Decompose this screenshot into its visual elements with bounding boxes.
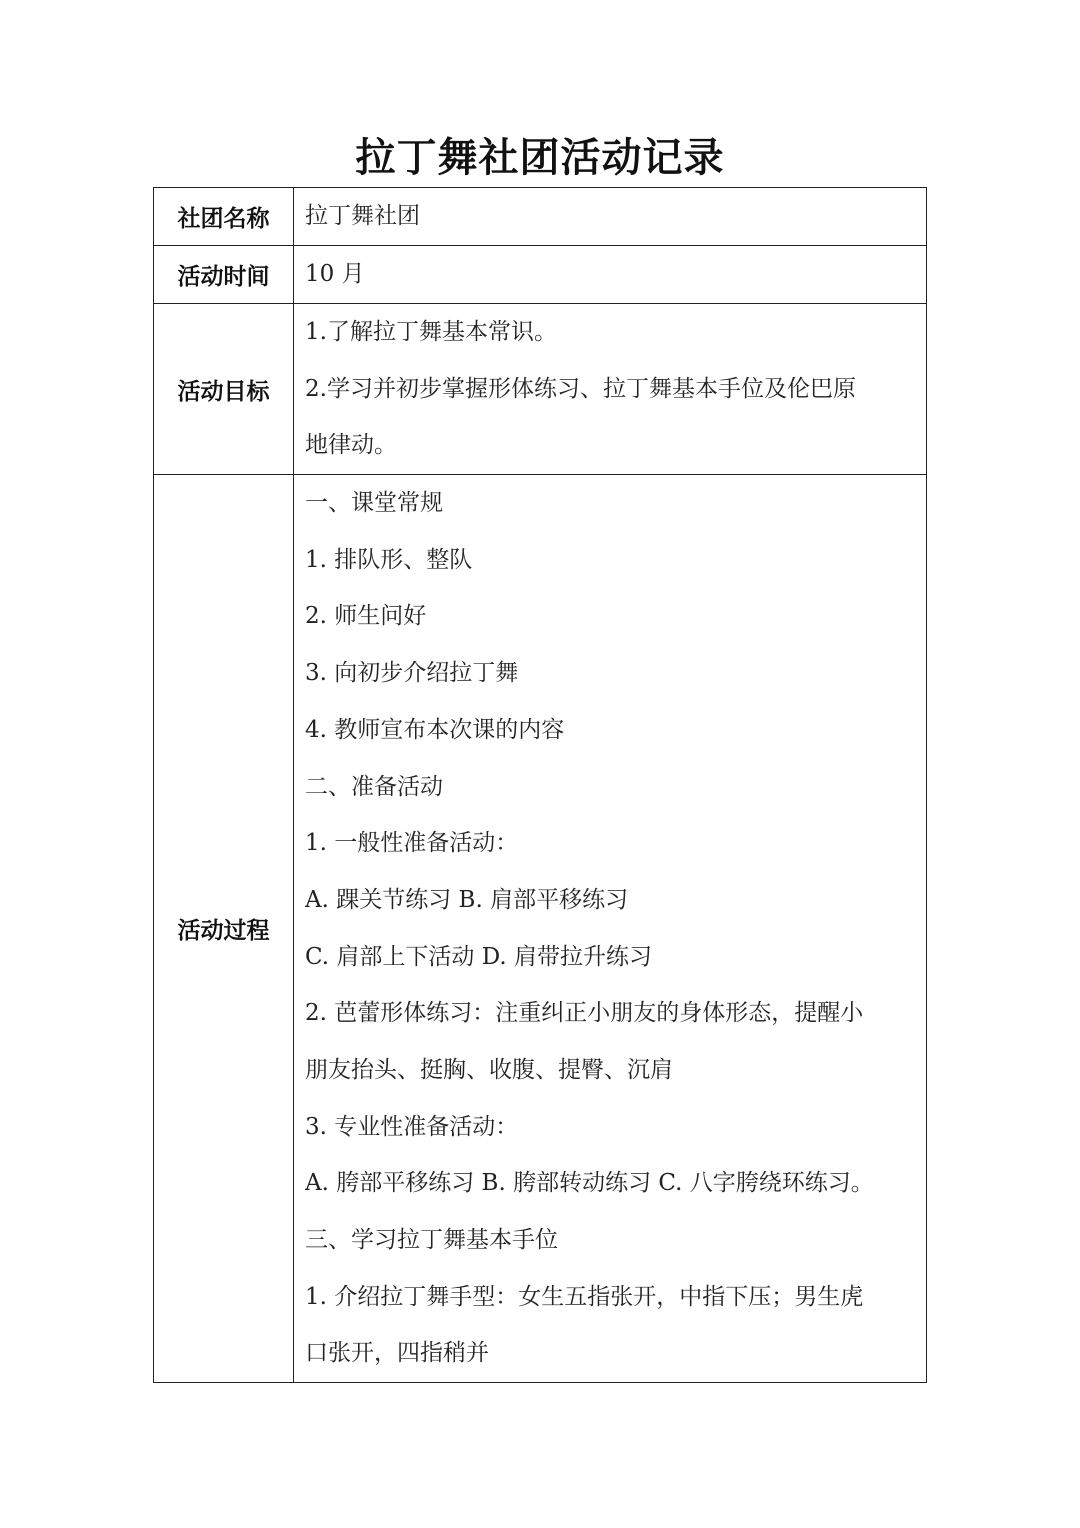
club-name-label: 社团名称 [154, 188, 294, 246]
document-title: 拉丁舞社团活动记录 [355, 135, 725, 181]
process-line: 二、准备活动 [305, 773, 443, 800]
process-line: 3. 向初步介绍拉丁舞 [305, 660, 519, 687]
goal-line: 1.了解拉丁舞基本常识。 [305, 319, 557, 345]
activity-time-label: 活动时间 [154, 246, 294, 304]
process-line: C. 肩部上下活动 D. 肩带拉升练习 [305, 943, 652, 970]
process-line: 1. 排队形、整队 [305, 546, 473, 573]
table-row-activity-process [154, 475, 927, 1383]
process-line: 3. 专业性准备活动： [305, 1113, 519, 1140]
club-name-value [294, 188, 927, 246]
process-line: 三、学习拉丁舞基本手位 [305, 1227, 558, 1253]
table-row-activity-goal [154, 304, 927, 475]
activity-process-label: 活动过程 [154, 475, 294, 1383]
process-line: 1. 一般性准备活动： [305, 830, 519, 857]
process-line: 2. 师生问好 [305, 603, 427, 630]
activity-time-value [294, 246, 927, 304]
goal-line: 2.学习并初步掌握形体练习、拉丁舞基本手位及伦巴原 [305, 375, 856, 402]
activity-goal-label: 活动目标 [154, 304, 294, 475]
table-row-club-name [154, 188, 927, 246]
process-line: A. 胯部平移练习 B. 胯部转动练习 C. 八字胯绕环练习。 [305, 1170, 874, 1197]
process-line: 1. 介绍拉丁舞手型：女生五指张开，中指下压；男生虎 [305, 1283, 864, 1310]
goal-line: 地律动。 [305, 432, 397, 459]
activity-time-text: 10 月 [305, 261, 365, 287]
club-name-text: 拉丁舞社团 [305, 203, 420, 229]
activity-process-value [294, 475, 927, 1383]
process-line: A. 踝关节练习 B. 肩部平移练习 [305, 886, 629, 913]
process-line: 口张开，四指稍并 [305, 1340, 489, 1367]
process-line: 一、课堂常规 [305, 490, 443, 517]
process-line: 朋友抬头、挺胸、收腹、提臀、沉肩 [305, 1056, 673, 1083]
activity-goal-value [294, 304, 927, 475]
table-row-activity-time [154, 246, 927, 304]
activity-record-table [153, 187, 927, 1383]
process-line: 4. 教师宣布本次课的内容 [305, 716, 565, 743]
process-line: 2. 芭蕾形体练习：注重纠正小朋友的身体形态，提醒小 [305, 1000, 864, 1027]
